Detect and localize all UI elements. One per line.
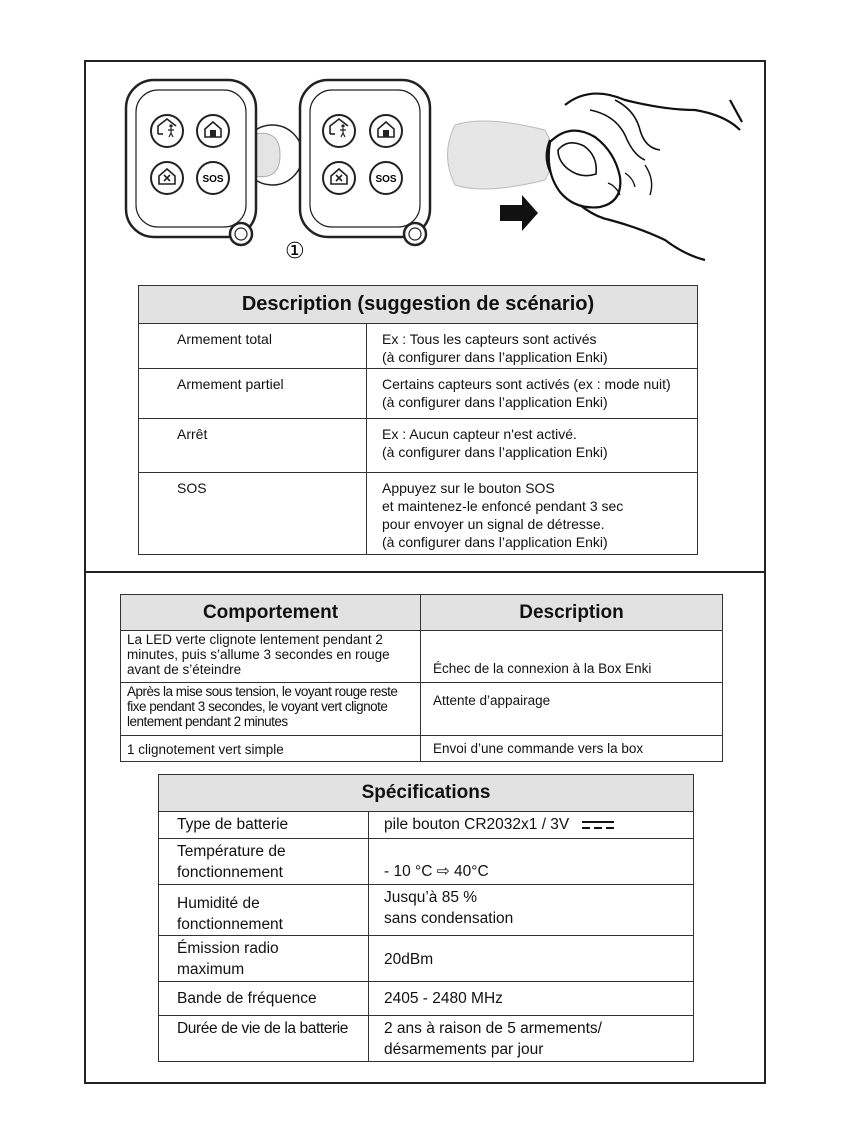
sos-icon (370, 162, 402, 194)
step-marker: ① (285, 239, 305, 264)
spec-label-line: maximum (177, 961, 245, 978)
table-row (159, 1016, 694, 1062)
description-cell: Échec de la connexion à la Box Enki (421, 631, 723, 683)
spec-value-cell: 20dBm (369, 936, 694, 982)
description-line: Certains capteurs sont activés (ex : mode nuit) (382, 376, 671, 392)
table-row (159, 812, 694, 839)
description-cell (367, 369, 698, 419)
spec-label-cell (159, 885, 369, 936)
table-row (159, 936, 694, 982)
description-line: pour envoyer un signal de détresse. (382, 516, 605, 532)
description-line: (à configurer dans l’application Enki) (382, 444, 608, 460)
battery-cover (448, 121, 553, 189)
spec-table (158, 774, 694, 1062)
mode-cell: Armement total (139, 324, 367, 369)
table-row (159, 982, 694, 1016)
spec-label-line: Température de (177, 843, 286, 860)
spec-value-cell (369, 885, 694, 936)
remote-front-right (300, 80, 430, 245)
spec-label-line: fonctionnement (177, 864, 283, 881)
behaviour-line: minutes, puis s’allume 3 secondes en rouge (127, 647, 390, 662)
description-line: et maintenez-le enfoncé pendant 3 sec (382, 498, 624, 514)
description-line: (à configurer dans l’application Enki) (382, 534, 608, 550)
description-cell (367, 324, 698, 369)
spec-value-cell: - 10 °C ⇨ 40°C (369, 839, 694, 885)
table-row (121, 736, 723, 762)
description-cell: Envoi d’une commande vers la box (421, 736, 723, 762)
spec-value-cell (369, 1016, 694, 1062)
description-cell (367, 473, 698, 555)
spec-value-line: 2 ans à raison de 5 armements/ (384, 1020, 602, 1037)
home-disarm-icon (151, 162, 183, 194)
scenario-table (138, 285, 698, 555)
hand-icon (547, 94, 742, 260)
spec-label-cell: Durée de vie de la batterie (159, 1016, 369, 1062)
mode-cell: Arrêt (139, 419, 367, 473)
sos-icon (197, 162, 229, 194)
spec-label-cell: Type de batterie (159, 812, 369, 839)
table-row (139, 419, 698, 473)
behaviour-line: fixe pendant 3 secondes, le voyant vert clignote (127, 699, 388, 714)
table-row (121, 631, 723, 683)
spec-label-cell: Bande de fréquence (159, 982, 369, 1016)
mode-cell: Armement partiel (139, 369, 367, 419)
spec-value: pile bouton CR2032x1 / 3V (384, 816, 570, 833)
table-row (139, 473, 698, 555)
spec-value-line: sans condensation (384, 910, 514, 927)
behaviour-line: avant de s’éteindre (127, 662, 242, 677)
spec-value-cell (369, 812, 694, 839)
spec-value-line: Jusqu’à 85 % (384, 889, 478, 906)
behaviour-cell (121, 631, 421, 683)
behaviour-line: lentement pendant 2 minutes (127, 714, 288, 729)
home-disarm-icon (323, 162, 355, 194)
spec-label-line: Émission radio (177, 940, 279, 957)
svg-text:SOS: SOS (375, 174, 397, 185)
description-line: (à configurer dans l’application Enki) (382, 394, 608, 410)
behaviour-cell: 1 clignotement vert simple (121, 736, 421, 762)
table-row (139, 324, 698, 369)
sos-label: SOS (202, 174, 224, 185)
home-person-icon (323, 115, 355, 147)
behaviour-cell (121, 683, 421, 736)
behaviour-line: Après la mise sous tension, le voyant rouge reste (127, 684, 398, 699)
spec-label-cell (159, 839, 369, 885)
spec-label-cell (159, 936, 369, 982)
description-header: Description (421, 595, 723, 631)
table-row (121, 683, 723, 736)
table-row (159, 839, 694, 885)
arrow-right-icon (500, 195, 538, 231)
description-line: (à configurer dans l’application Enki) (382, 349, 608, 365)
behaviour-line: La LED verte clignote lentement pendant 2 (127, 632, 383, 647)
description-line: Appuyez sur le bouton SOS (382, 480, 555, 496)
behaviour-header: Comportement (121, 595, 421, 631)
remote-illustration (110, 70, 750, 265)
spec-label-line: Humidité de (177, 895, 260, 912)
description-cell: Attente d’appairage (421, 683, 723, 736)
description-line: Ex : Aucun capteur n'est activé. (382, 426, 577, 442)
description-cell (367, 419, 698, 473)
description-line: Ex : Tous les capteurs sont activés (382, 331, 597, 347)
mode-cell: SOS (139, 473, 367, 555)
table-row (139, 369, 698, 419)
spec-value-line: désarmements par jour (384, 1041, 544, 1058)
spec-value-cell: 2405 - 2480 MHz (369, 982, 694, 1016)
home-person-icon (151, 115, 183, 147)
spec-table-header: Spécifications (159, 775, 694, 812)
home-icon (370, 115, 402, 147)
remote-front-left (126, 80, 302, 245)
home-icon (197, 115, 229, 147)
table-row (159, 885, 694, 936)
scenario-table-header: Description (suggestion de scénario) (139, 286, 698, 324)
behaviour-table (120, 594, 723, 762)
dc-symbol-icon (582, 819, 614, 831)
spec-label-line: fonctionnement (177, 916, 283, 933)
